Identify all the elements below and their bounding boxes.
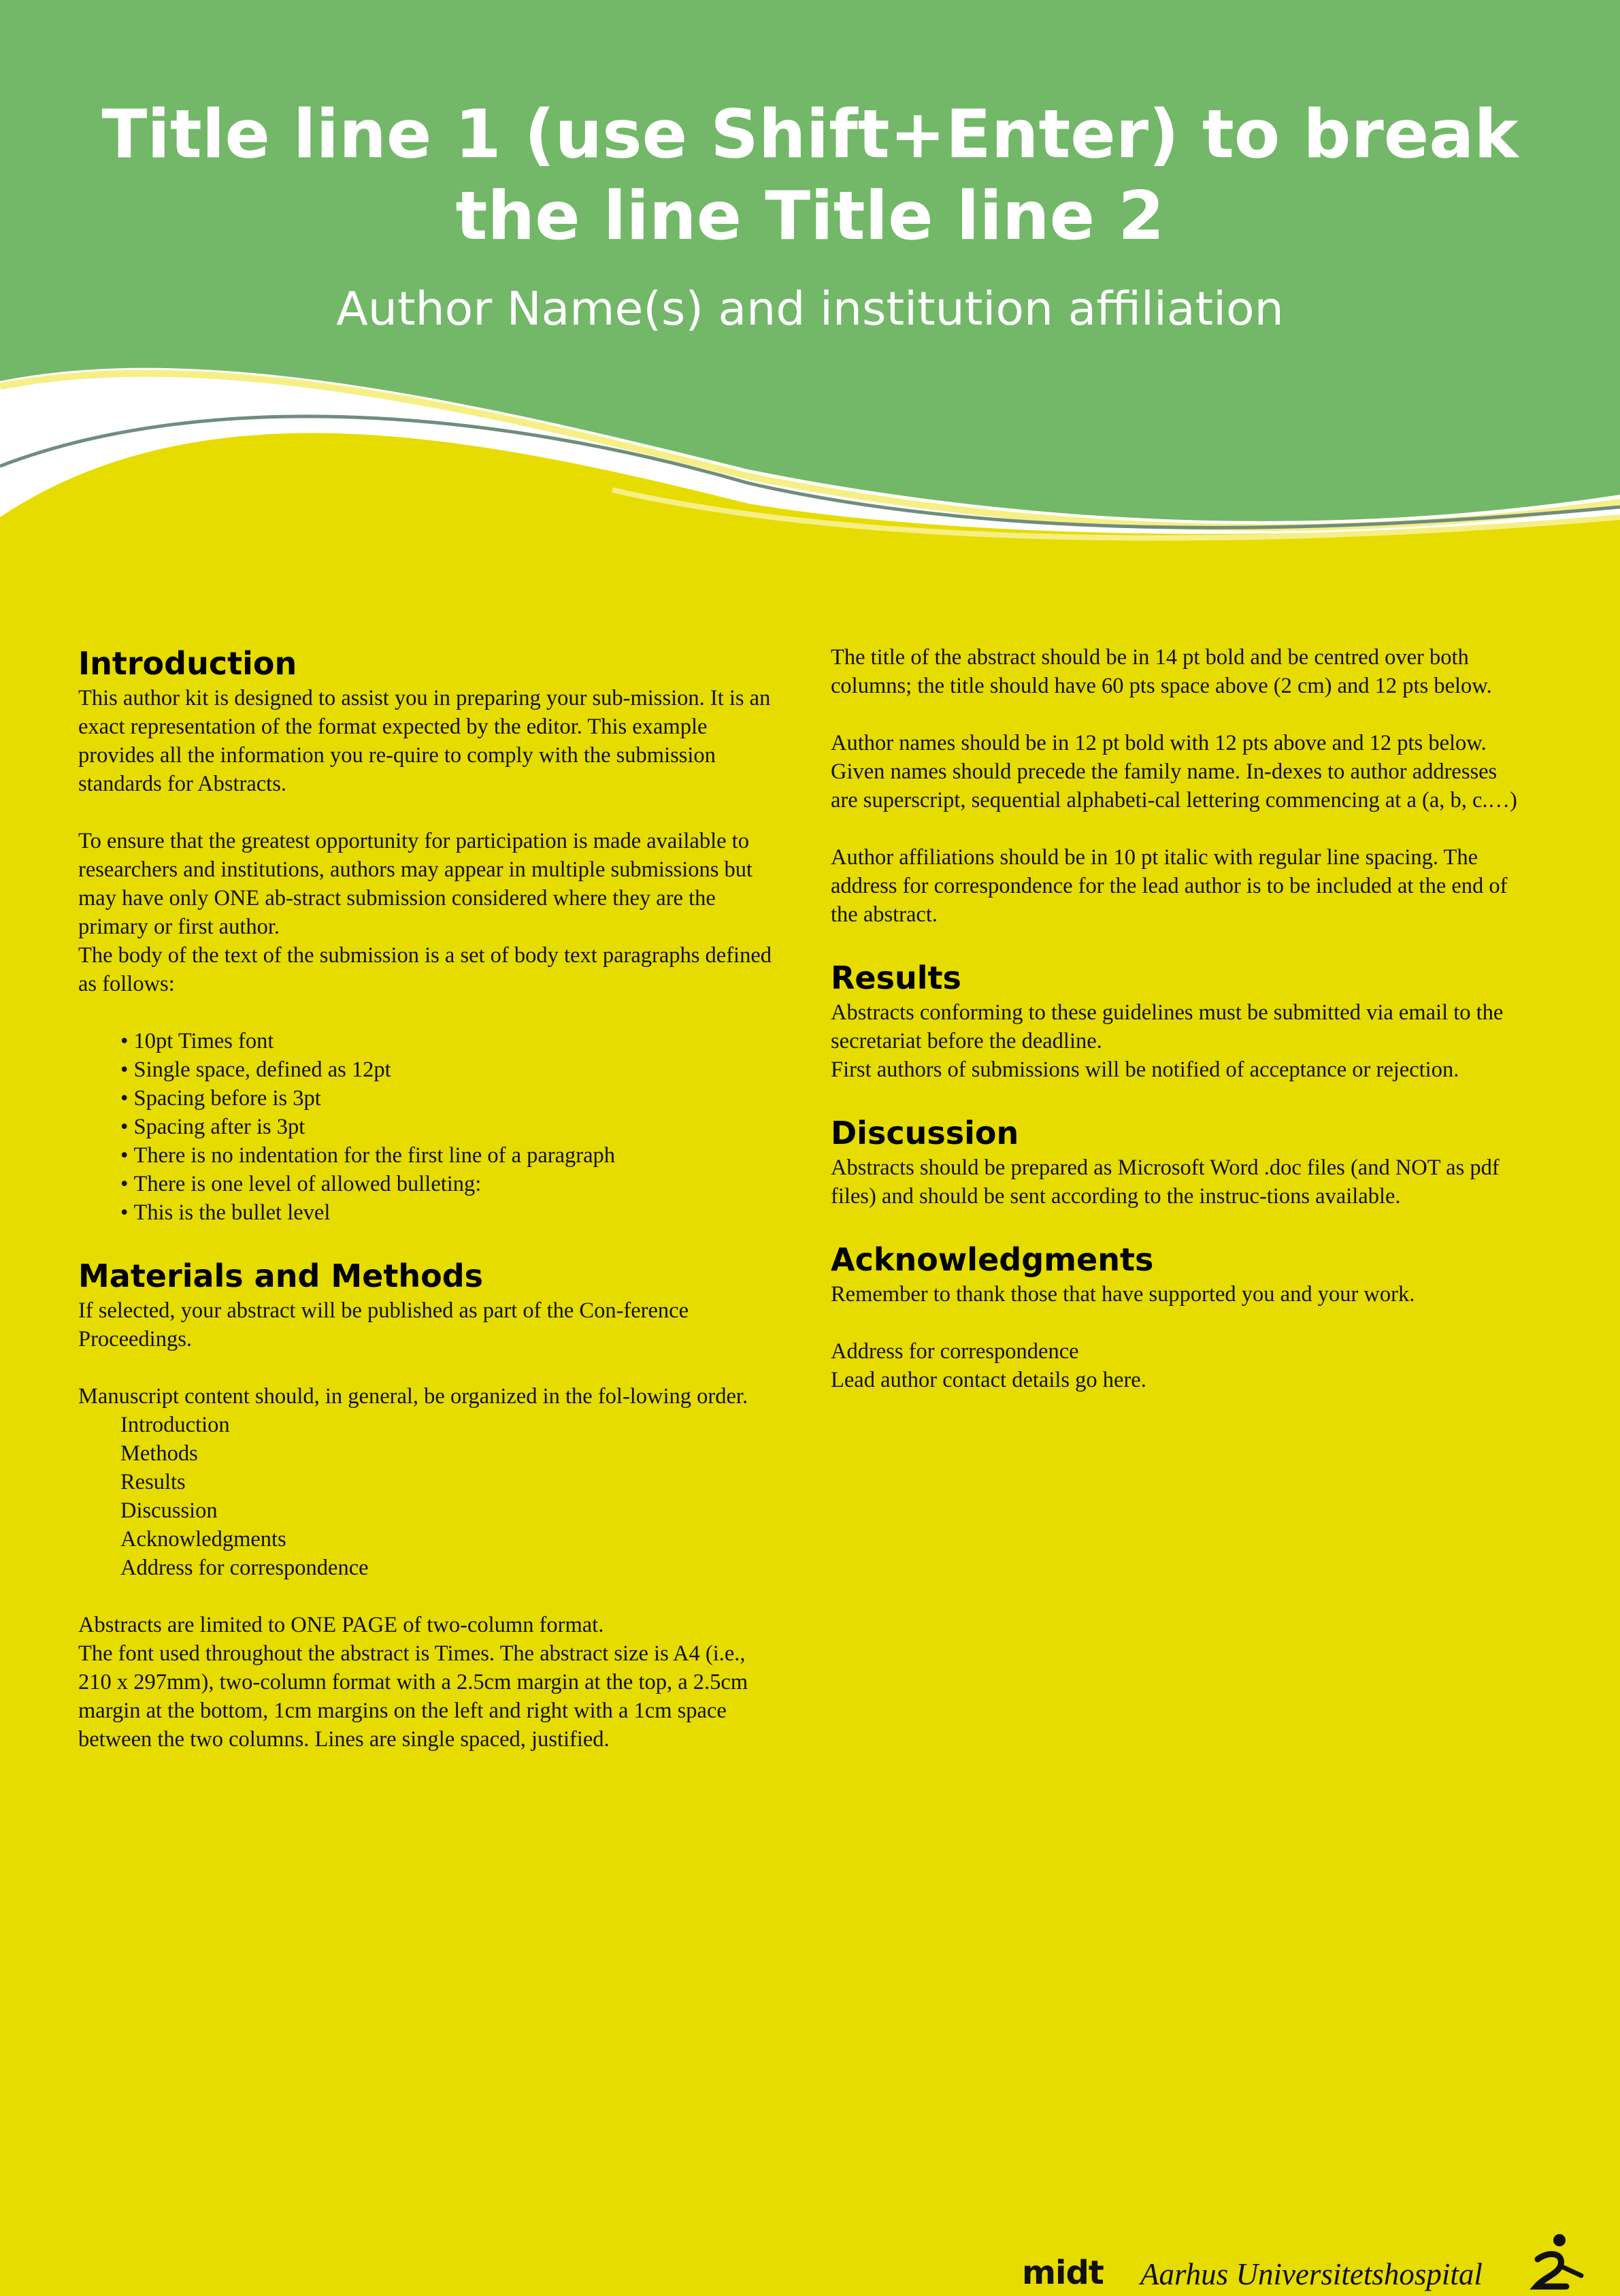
discussion-paragraph-1: Abstracts should be prepared as Microsoft Word .doc files (and NOT as pdf files) and should be sent according to the instruc-tions available. [831,1155,1500,1209]
materials-paragraph-3: Abstracts are limited to ONE PAGE of two-column format. [78,1613,604,1637]
materials-paragraph-1: If selected, your abstract will be published as part of the Con-ference Proceedings. [78,1298,689,1351]
introduction-section [78,643,776,1227]
left-column [78,643,776,1754]
acknowledgments-section [831,1239,1528,1394]
list-item: • There is no indentation for the first line of a paragraph [120,1141,776,1170]
acknowledgments-paragraph: Remember to thank those that have supported you and your work. [831,1282,1415,1307]
list-item: • Spacing after is 3pt [120,1113,776,1141]
right-column [831,643,1528,1394]
title-line-2: the line Title line 2 [455,178,1165,255]
list-item: Discussion [120,1498,218,1523]
materials-paragraph-4: The font used throughout the abstract is Times. The abstract size is A4 (i.e., 210 x 297mm), two-column format with a 2.5cm margin at the top, a 2.5cm margin at the bottom, 1cm margins on the left and right with a 1cm space between the two columns. Lines are single spaced, justified. [78,1641,748,1752]
list-item: • There is one level of allowed bulleting: [120,1170,776,1198]
footer-logos [1014,2252,1599,2296]
content-order-list [78,1411,776,1582]
list-item: Introduction [120,1413,230,1437]
materials-paragraph-2: Manuscript content should, in general, be organized in the fol-lowing order. [78,1384,748,1409]
list-item: Results [120,1470,186,1494]
header-green-band [0,0,1620,521]
poster-title [54,94,1566,257]
author-affiliation: Author Name(s) and institution affiliation [336,282,1284,336]
address-label: Address for correspondence [831,1339,1079,1364]
introduction-paragraph-1: This author kit is designed to assist you in preparing your sub-mission. It is an exact representation of the format expected by the editor. This example provides all the information you re-quire to comply with the submission standards for Abstracts. [78,686,771,796]
list-item: Acknowledgments [120,1527,286,1552]
results-heading: Results [831,960,961,996]
hospital-emblem-icon [1510,2232,1585,2296]
list-item: • This is the bullet level [120,1198,776,1227]
list-item: • Spacing before is 3pt [120,1084,776,1113]
results-paragraph-2: First authors of submissions will be notified of acceptance or rejection. [831,1057,1459,1082]
acknowledgments-heading: Acknowledgments [831,1241,1154,1278]
introduction-paragraph-3: The body of the text of the submission is a set of body text paragraphs defined as follows: [78,943,772,996]
midt-logo: midt [1022,2254,1104,2292]
author-format-paragraph: Author names should be in 12 pt bold with 12 pts above and 12 pts below. Given names should precede the family name. In-dexes to author addresses are superscript, sequential alphabeti-cal lettering commencing at a (a, b, c.…) [831,731,1517,813]
affiliation-format-paragraph: Author affiliations should be in 10 pt italic with regular line spacing. The address for correspondence for the lead author is to be included at the end of the abstract. [831,845,1508,927]
list-item: Methods [120,1441,198,1466]
discussion-section [831,1113,1528,1211]
materials-methods-heading: Materials and Methods [78,1258,484,1294]
list-item: Address for correspondence [120,1556,369,1580]
introduction-heading: Introduction [78,645,297,682]
address-detail: Lead author contact details go here. [831,1368,1146,1392]
results-section [831,957,1528,1084]
title-format-paragraph: The title of the abstract should be in 14 pt bold and be centred over both columns; the title should have 60 pts space above (2 cm) and 12 pts below. [831,645,1492,698]
hospital-name: Aarhus Universitetshospital [1140,2257,1483,2291]
format-bullet-list [78,1027,776,1227]
title-line-1: Title line 1 (use Shift+Enter) to break [101,96,1519,174]
discussion-heading: Discussion [831,1115,1019,1151]
list-item: • 10pt Times font [120,1027,776,1055]
results-paragraph-1: Abstracts conforming to these guidelines must be submitted via email to the secretariat before the deadline. [831,1000,1504,1053]
materials-methods-section [78,1256,776,1754]
introduction-paragraph-2: To ensure that the greatest opportunity for participation is made available to researchers and institutions, authors may appear in multiple submissions but may have only ONE ab-stract submission considered where they are the primary or first author. [78,829,753,939]
list-item: • Single space, defined as 12pt [120,1055,776,1084]
